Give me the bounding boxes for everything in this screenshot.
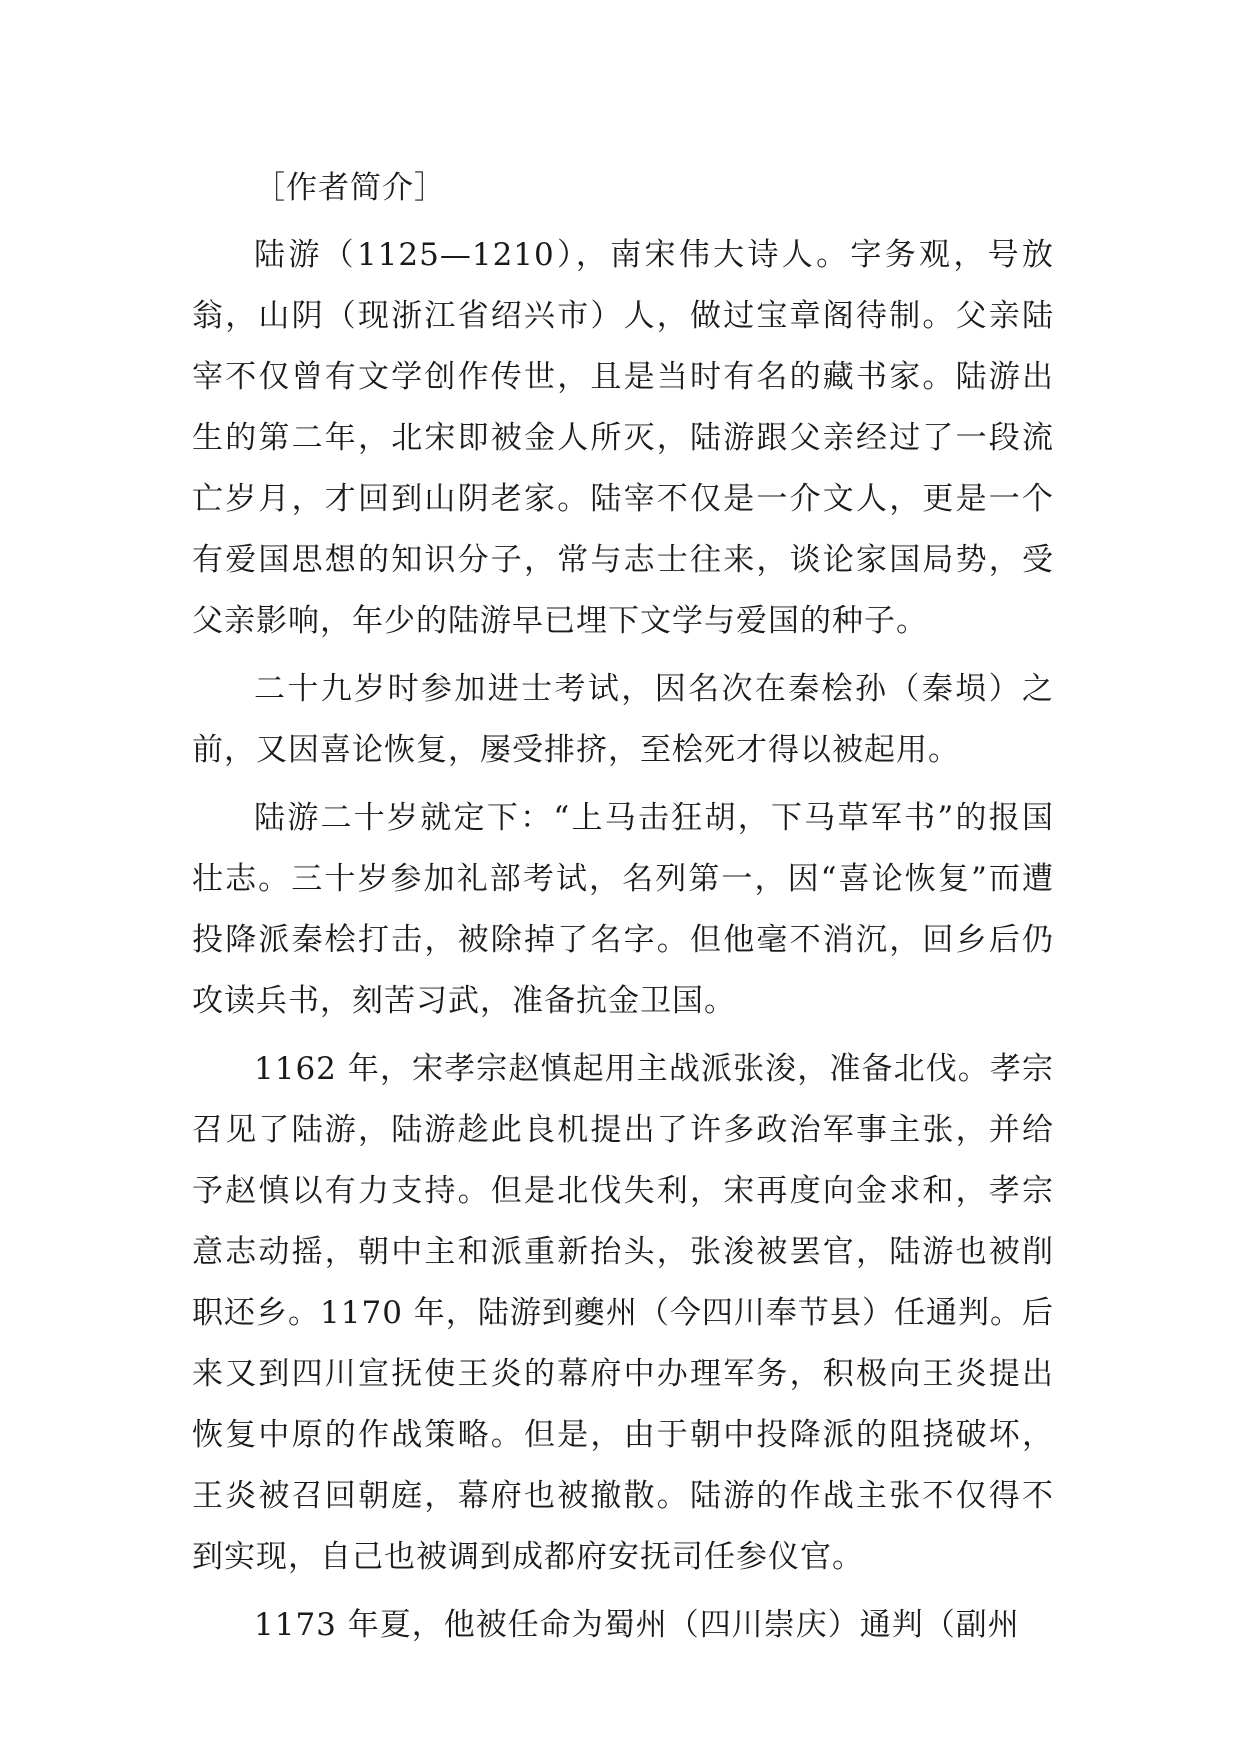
- paragraph-exam: 二十九岁时参加进士考试，因名次在秦桧孙（秦埙）之前，又因喜论恢复，屡受排挤，至桧死才得以被起用。: [192, 671, 1054, 768]
- paragraph-shuzhou: 1173 年夏，他被任命为蜀州（四川崇庆）通判（副州: [254, 1607, 1020, 1643]
- paragraph-intro: 陆游（1125—1210），南宋伟大诗人。字务观，号放翁，山阴（现浙江省绍兴市）人，做过宝章阁待制。父亲陆宰不仅曾有文学创作传世，且是当时有名的藏书家。陆游出生的第二年，北宋即被金人所灭，陆游跟父亲经过了一段流亡岁月，才回到山阴老家。陆宰不仅是一介文人，更是一个有爱国思想的知识分子，常与志士往来，谈论家国局势，受父亲影响，年少的陆游早已埋下文学与爱国的种子。: [192, 237, 1054, 639]
- paragraph-ambition: 陆游二十岁就定下：“上马击狂胡，下马草军书”的报国壮志。三十岁参加礼部考试，名列第一，因“喜论恢复”而遭投降派秦桧打击，被除掉了名字。但他毫不消沉，回乡后仍攻读兵书，刻苦习武，准备抗金卫国。: [192, 800, 1054, 1019]
- document-body: [192, 158, 1054, 1663]
- section-heading: ［作者简介］: [254, 170, 446, 206]
- paragraph-career: 1162 年，宋孝宗赵慎起用主战派张浚，准备北伐。孝宗召见了陆游，陆游趁此良机提出了许多政治军事主张，并给予赵慎以有力支持。但是北伐失利，宋再度向金求和，孝宗意志动摇，朝中主和派重新抬头，张浚被罢官，陆游也被削职还乡。1170 年，陆游到夔州（今四川奉节县）任通判。后来又到四川宣抚使王炎的幕府中办理军务，积极向王炎提出恢复中原的作战策略。但是，由于朝中投降派的阻挠破坏，王炎被召回朝庭，幕府也被撤散。陆游的作战主张不仅得不到实现，自己也被调到成都府安抚司任参仪官。: [192, 1051, 1054, 1575]
